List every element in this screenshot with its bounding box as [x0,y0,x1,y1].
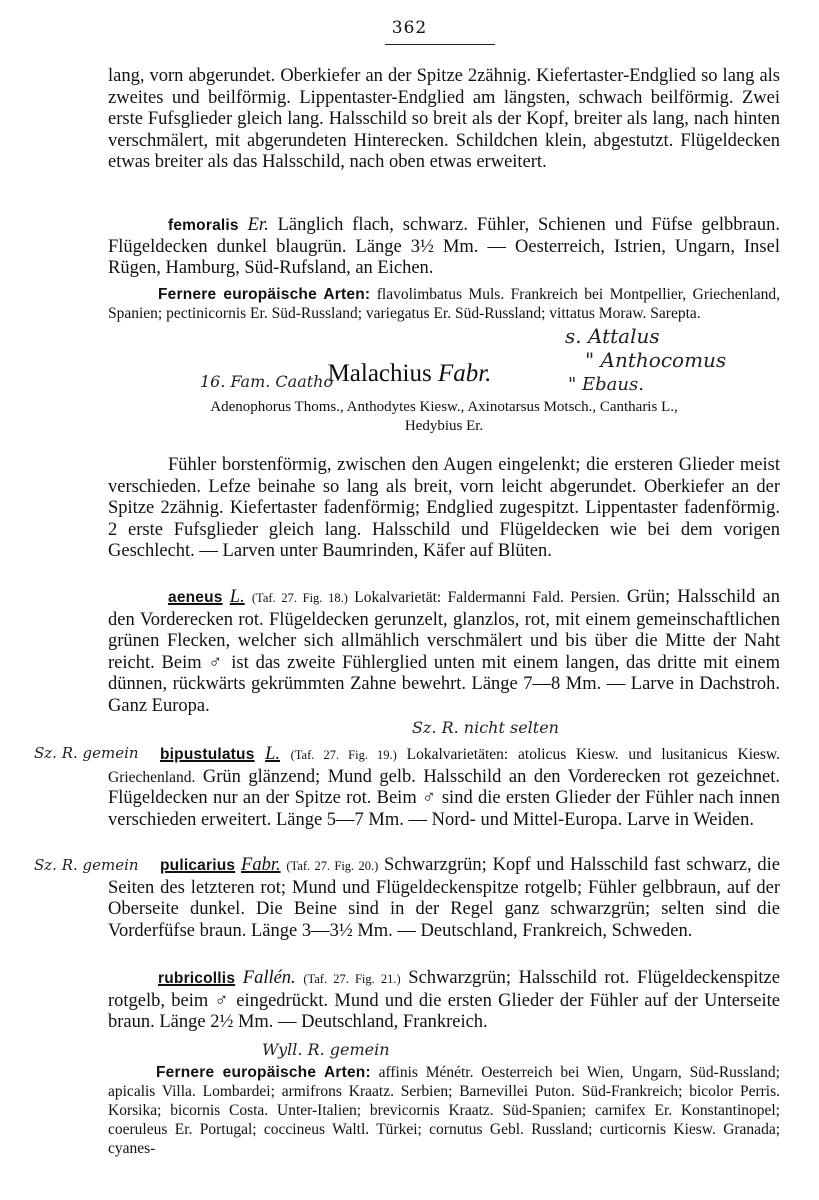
species-pulicarius [108,855,780,942]
further-species-2 [108,1063,780,1158]
further-text: affinis Ménétr. Oesterreich bei Wien, Ungarn, Süd-Russland; apicalis Villa. Lombardei; armifrons Kraatz. Serbien; Barnevillei Puton. Süd-Frankreich; bicolor Perris. Korsika; bicornis Costa. Unter-Italien; brevicornis Kraatz. Süd-Spanien; carnifex Er. Konstantinopel; coeruleus Er. Portugal; coccineus Waltl. Türkei; cornutus Gebl. Russland; curticornis Kiesw. Granada; cyanes- [108,1064,780,1157]
species-bipustulatus [108,744,780,831]
genus-author: Fabr. [437,360,492,387]
plate-reference: (Taf. 27. Fig. 20.) [286,859,379,873]
plate-reference: (Taf. 27. Fig. 21.) [303,972,401,986]
page-number: 362 [391,18,428,38]
species-author: Fabr. [241,855,281,875]
further-label: Fernere europäische Arten: [158,286,371,303]
synonyms-line-2: Hedybius Er. [404,418,484,434]
further-species-1 [108,285,780,323]
local-variety: Lokalvarietäten: atolicus Kiesw. und lusitanicus Kiesw. Griechenland. [108,746,780,786]
species-description: Schwarzgrün; Kopf und Halsschild fast schwarz, die Seiten des letzteren rot; Mund und Flügeldeckenspitze rotgelb; Fühler gelbbraun, auf der Oberseite dunkel. Die Beine sind in der Regel ganz schwarzgrün; selten sind die Vorderfüfse braun. Länge 3—3½ Mm. — Deutschland, Frankreich, Schweden. [108,855,780,941]
species-name: aeneus [168,589,223,606]
species-author: L. [229,587,245,607]
handwritten-margin-note-2: " Anthocomus [585,348,727,372]
genus-synonyms [108,398,780,436]
further-text: flavolimbatus Muls. Frankreich bei Montpellier, Griechenland, Spanien; pectinicornis Er. Süd-Russland; variegatus Er. Süd-Russland; vittatus Moraw. Sarepta. [108,286,780,322]
handwritten-note-rubricollis: Wyll. R. gemein [262,1040,390,1059]
genus-description: Fühler borstenförmig, zwischen den Augen eingelenkt; die ersteren Glieder meist verschieden. Lefze beinahe so lang als breit, vorn leicht abgerundet. Oberkiefer an der Spitze 2zähnig. Kiefertaster fadenförmig; Endglied zugespitzt. Lippentaster fadenförmig. 2 erste Fufsglieder gleich lang. Halsschild und Flügeldecken wie bei dem vorigen Geschlecht. — Larven unter Baumrinden, Käfer auf Blüten. [108,455,780,561]
species-description: Schwarzgrün; Halsschild rot. Flügeldeckenspitze rotgelb, beim ♂ eingedrückt. Mund und die ersten Glieder der Fühler auf der Unterseite braun. Länge 2½ Mm. — Deutschland, Frankreich. [108,968,780,1032]
species-name: rubricollis [158,970,236,987]
species-name: femoralis [168,217,239,234]
further-label: Fernere europäische Arten: [156,1064,371,1081]
header-rule [385,44,495,45]
genus-name: Malachius [327,360,432,387]
handwritten-note-bipustulatus: Sz. R. gemein [34,744,139,762]
handwritten-margin-note-1: s. Attalus [565,324,660,348]
handwritten-note-aeneus: Sz. R. nicht selten [412,718,559,737]
species-description: Grün; Halsschild an den Vorderecken rot. Flügeldecken gerunzelt, glanzlos, rot, mit einem gemeinschaftlichen grünen Flecken, welcher sich allmählich verschmälert und bis über die Mitte der Naht reicht. Beim ♂ ist das zweite Fühlerglied unten mit einem langen, das dritte mit einem dünnen, rückwärts gekrümmten Zahne bewehrt. Länge 7—8 Mm. — Larve in Dachstroh. Ganz Europa. [108,587,780,716]
species-description: Grün glänzend; Mund gelb. Halsschild an den Vorderecken rot gezeichnet. Flügeldecken nur an der Spitze rot. Beim ♂ sind die ersten Glieder der Fühler nach innen verschieden erweitert. Länge 5—7 Mm. — Nord- und Mittel-Europa. Larve in Weiden. [108,766,780,830]
species-author: L. [265,744,281,764]
plate-reference: (Taf. 27. Fig. 19.) [290,748,397,762]
handwritten-family-note: 16. Fam. Caatho [200,372,334,391]
species-description: Länglich flach, schwarz. Fühler, Schienen und Füfse gelbbraun. Flügeldecken dunkel blaugrün. Länge 3½ Mm. — Oesterreich, Istrien, Ungarn, Insel Rügen, Hamburg, Süd-Rufsland, an Eichen. [108,215,780,278]
synonyms-line-1: Adenophorus Thoms., Anthodytes Kiesw., Axinotarsus Motsch., Cantharis L., [210,399,678,415]
species-author: Er. [247,215,269,235]
handwritten-margin-note-3: " Ebaus. [568,374,644,395]
intro-paragraph: lang, vorn abgerundet. Oberkiefer an der Spitze 2zähnig. Kiefertaster-Endglied so lang als zweites und beilförmig. Lippentaster-Endglied am längsten, schwach beilförmig. Zwei erste Fufsglieder gleich lang. Halsschild so breit als der Kopf, breiter als lang, nach hinten verschmälert, mit abgerundeten Hinterecken. Schildchen klein, abgestutzt. Flügeldecken etwas breiter als das Halsschild, nach oben etwas erweitert. [108,66,780,172]
genus-title [0,360,819,388]
plate-reference: (Taf. 27. Fig. 18.) [251,591,348,605]
handwritten-note-pulicarius: Sz. R. gemein [34,856,139,874]
local-variety: Lokalvarietät: Faldermanni Fald. Persien. [347,589,620,606]
species-femoralis [108,215,780,280]
species-rubricollis [108,968,780,1034]
species-name: pulicarius [160,857,236,874]
species-aeneus [108,587,780,717]
species-author: Fallén. [242,968,296,988]
species-name: bipustulatus [160,746,255,763]
